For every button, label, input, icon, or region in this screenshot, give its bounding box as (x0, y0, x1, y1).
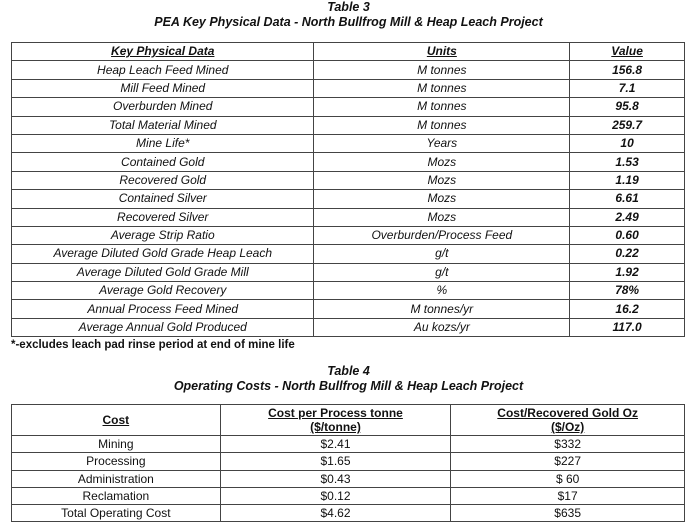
cell-parameter: Average Diluted Gold Grade Mill (12, 263, 314, 281)
cell-value: 1.92 (570, 263, 685, 281)
table-row (12, 318, 685, 336)
cell-cost-per-tonne: $4.62 (220, 505, 451, 522)
table3-number: Table 3 (327, 0, 370, 14)
cell-parameter: Overburden Mined (12, 98, 314, 116)
cell-cost-item: Total Operating Cost (12, 505, 221, 522)
table-header-row (12, 43, 685, 61)
cell-cost-per-tonne: $0.43 (220, 470, 451, 487)
cell-cost-per-oz: $332 (451, 436, 685, 453)
table-row (12, 61, 685, 79)
table-row (12, 98, 685, 116)
cell-units: M tonnes (314, 79, 570, 97)
table3-title: PEA Key Physical Data - North Bullfrog Mill & Heap Leach Project (154, 15, 543, 29)
cell-value: 6.61 (570, 190, 685, 208)
cell-parameter: Recovered Gold (12, 171, 314, 189)
cell-value: 117.0 (570, 318, 685, 336)
table-header-row (12, 405, 685, 436)
cell-value: 1.53 (570, 153, 685, 171)
table-row (12, 171, 685, 189)
cell-parameter: Average Annual Gold Produced (12, 318, 314, 336)
cell-value: 2.49 (570, 208, 685, 226)
table-row (12, 245, 685, 263)
cell-units: g/t (314, 263, 570, 281)
header-units: Units (314, 43, 570, 61)
cell-value: 0.22 (570, 245, 685, 263)
cell-units: Mozs (314, 171, 570, 189)
table4-caption (0, 364, 697, 394)
cell-value: 0.60 (570, 226, 685, 244)
cell-parameter: Contained Silver (12, 190, 314, 208)
table-row (12, 300, 685, 318)
cell-units: Mozs (314, 208, 570, 226)
cell-parameter: Contained Gold (12, 153, 314, 171)
cell-units: M tonnes (314, 98, 570, 116)
header-cost-per-oz (451, 405, 685, 436)
cell-units: Years (314, 134, 570, 152)
header-cost-per-tonne-unit: ($/tonne) (310, 420, 361, 434)
cell-parameter: Heap Leach Feed Mined (12, 61, 314, 79)
cell-cost-item: Reclamation (12, 487, 221, 504)
cell-cost-per-oz: $ 60 (451, 470, 685, 487)
cell-value: 259.7 (570, 116, 685, 134)
footnote: *-excludes leach pad rinse period at end of mine life (11, 339, 295, 351)
cell-value: 95.8 (570, 98, 685, 116)
cell-cost-item: Mining (12, 436, 221, 453)
table-row (12, 436, 685, 453)
cell-parameter: Average Strip Ratio (12, 226, 314, 244)
cell-value: 156.8 (570, 61, 685, 79)
cell-parameter: Average Gold Recovery (12, 282, 314, 300)
header-key-physical-data: Key Physical Data (12, 43, 314, 61)
cell-value: 16.2 (570, 300, 685, 318)
cell-value: 1.19 (570, 171, 685, 189)
cell-units: M tonnes (314, 61, 570, 79)
table-row (12, 226, 685, 244)
cell-units: Mozs (314, 190, 570, 208)
cell-cost-per-oz: $17 (451, 487, 685, 504)
header-cost (12, 405, 221, 436)
table-row (12, 208, 685, 226)
table-row (12, 453, 685, 470)
cell-parameter: Recovered Silver (12, 208, 314, 226)
cell-cost-per-tonne: $0.12 (220, 487, 451, 504)
cell-parameter: Mine Life* (12, 134, 314, 152)
table-row (12, 505, 685, 522)
table3-caption (0, 0, 697, 30)
table-row (12, 134, 685, 152)
cell-units: % (314, 282, 570, 300)
cell-value: 78% (570, 282, 685, 300)
cell-units: g/t (314, 245, 570, 263)
header-cost-per-tonne-label: Cost per Process tonne (268, 406, 403, 420)
table-row (12, 153, 685, 171)
cell-parameter: Mill Feed Mined (12, 79, 314, 97)
table-row (12, 263, 685, 281)
cell-parameter: Annual Process Feed Mined (12, 300, 314, 318)
operating-costs-table (11, 404, 685, 522)
header-value: Value (570, 43, 685, 61)
table4-number: Table 4 (327, 364, 370, 378)
cell-value: 7.1 (570, 79, 685, 97)
cell-units: Au kozs/yr (314, 318, 570, 336)
cell-cost-per-tonne: $1.65 (220, 453, 451, 470)
table-row (12, 116, 685, 134)
table-row (12, 282, 685, 300)
cell-parameter: Average Diluted Gold Grade Heap Leach (12, 245, 314, 263)
cell-parameter: Total Material Mined (12, 116, 314, 134)
cell-cost-per-tonne: $2.41 (220, 436, 451, 453)
cell-cost-per-oz: $635 (451, 505, 685, 522)
table-row (12, 470, 685, 487)
table-row (12, 79, 685, 97)
header-cost-per-tonne (220, 405, 451, 436)
table-row (12, 487, 685, 504)
table4-title: Operating Costs - North Bullfrog Mill & Heap Leach Project (173, 379, 524, 393)
cell-value: 10 (570, 134, 685, 152)
cell-units: Overburden/Process Feed (314, 226, 570, 244)
cell-units: M tonnes/yr (314, 300, 570, 318)
header-cost-per-oz-unit: ($/Oz) (550, 420, 585, 434)
cell-cost-item: Processing (12, 453, 221, 470)
key-physical-data-table (11, 42, 685, 337)
header-cost-per-oz-label: Cost/Recovered Gold Oz (497, 406, 638, 420)
cell-units: M tonnes (314, 116, 570, 134)
table-row (12, 190, 685, 208)
cell-cost-item: Administration (12, 470, 221, 487)
cell-units: Mozs (314, 153, 570, 171)
cell-cost-per-oz: $227 (451, 453, 685, 470)
header-cost-label: Cost (102, 413, 130, 427)
